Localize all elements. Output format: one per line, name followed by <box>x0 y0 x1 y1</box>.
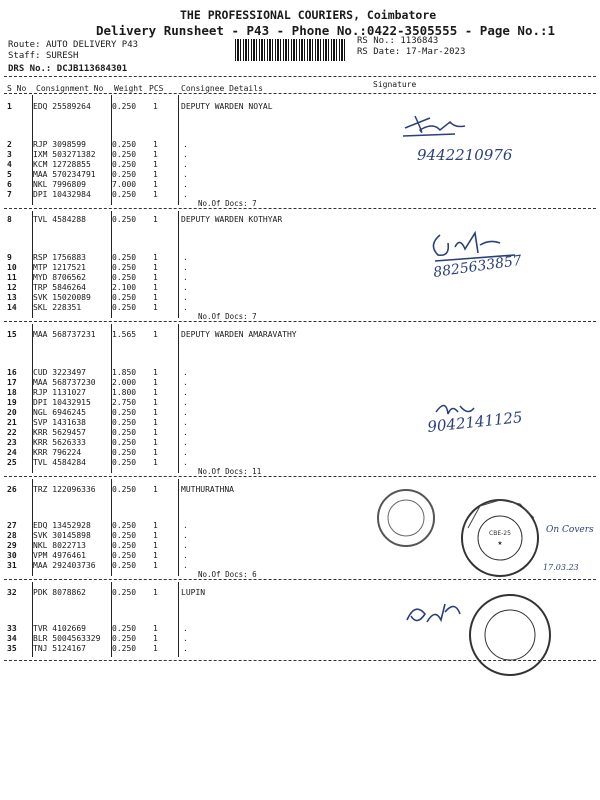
row-dot: . <box>183 140 188 149</box>
row-dot: . <box>183 293 188 302</box>
staff-line: Staff: SURESH <box>8 51 79 61</box>
row-pcs: 1 <box>153 273 158 282</box>
row-pcs: 1 <box>153 448 158 457</box>
column-rule <box>111 211 112 318</box>
row-consignment-no: DPI 10432984 <box>33 190 91 199</box>
row-sno: 33 <box>7 624 17 633</box>
row-consignment-no: NKL 8022713 <box>33 541 86 550</box>
staff-value: SURESH <box>45 51 79 61</box>
row-pcs: 1 <box>153 150 158 159</box>
column-rule <box>32 582 33 657</box>
row-weight: 2.100 <box>112 283 137 292</box>
row-sno: 35 <box>7 644 17 653</box>
row-sno: 25 <box>7 458 17 467</box>
row-pcs: 1 <box>153 531 158 540</box>
col-sno: S No <box>7 84 27 93</box>
row-pcs: 1 <box>153 551 158 560</box>
row-pcs: 1 <box>153 215 158 224</box>
row-consignment-no: TRZ 122096336 <box>33 485 96 494</box>
row-weight: 0.250 <box>112 215 137 224</box>
rs-no-line: RS No.: 1136843 <box>357 36 439 46</box>
stamp-muthurathna <box>368 488 594 598</box>
row-weight: 0.250 <box>112 644 137 653</box>
row-dot: . <box>183 521 188 530</box>
row-sno: 27 <box>7 521 17 530</box>
row-consignment-no: VPM 4976461 <box>33 551 86 560</box>
row-weight: 0.250 <box>112 150 137 159</box>
row-dot: . <box>183 561 188 570</box>
column-rule <box>178 211 179 318</box>
consignee-name: DEPUTY WARDEN AMARAVATHY <box>181 330 297 339</box>
row-dot: . <box>183 273 188 282</box>
row-dot: . <box>183 378 188 387</box>
col-consignment: Consignment No <box>36 84 104 93</box>
row-pcs: 1 <box>153 561 158 570</box>
row-dot: . <box>183 180 188 189</box>
handwritten-note: On Covers <box>546 525 594 535</box>
row-consignment-no: MAA 292403736 <box>33 561 96 570</box>
row-consignment-no: MTP 1217521 <box>33 263 86 272</box>
row-sno: 11 <box>7 273 17 282</box>
row-pcs: 1 <box>153 160 158 169</box>
drs-line: DRS No.: DCJB113684301 <box>8 64 128 74</box>
row-sno: 23 <box>7 438 17 447</box>
row-weight: 0.250 <box>112 624 137 633</box>
svg-text:CBE-25: CBE-25 <box>489 530 511 537</box>
row-weight: 0.250 <box>112 140 137 149</box>
row-pcs: 1 <box>153 180 158 189</box>
row-pcs: 1 <box>153 485 158 494</box>
column-rule <box>178 324 179 473</box>
row-pcs: 1 <box>153 283 158 292</box>
signature-1-number: 9442210976 <box>417 146 513 164</box>
row-sno: 3 <box>7 150 12 159</box>
column-rule <box>32 479 33 576</box>
row-consignment-no: SVK 30145898 <box>33 531 91 540</box>
column-rule <box>111 582 112 657</box>
row-consignment-no: CUD 3223497 <box>33 368 86 377</box>
row-consignment-no: NKL 7996809 <box>33 180 86 189</box>
row-sno: 28 <box>7 531 17 540</box>
route-line: Route: AUTO DELIVERY P43 <box>8 40 139 50</box>
row-pcs: 1 <box>153 253 158 262</box>
row-sno: 13 <box>7 293 17 302</box>
row-pcs: 1 <box>153 263 158 272</box>
row-consignment-no: TRP 5846264 <box>33 283 86 292</box>
rs-date-line: RS Date: 17-Mar-2023 <box>357 47 466 57</box>
row-dot: . <box>183 624 188 633</box>
row-dot: . <box>183 428 188 437</box>
column-rule <box>111 95 112 205</box>
row-weight: 0.250 <box>112 448 137 457</box>
row-pcs: 1 <box>153 398 158 407</box>
row-weight: 2.750 <box>112 398 137 407</box>
row-sno: 4 <box>7 160 12 169</box>
col-signature: Signature <box>373 80 417 89</box>
row-consignment-no: NGL 6946245 <box>33 408 86 417</box>
row-sno: 26 <box>7 485 17 494</box>
row-sno: 24 <box>7 448 17 457</box>
row-dot: . <box>183 438 188 447</box>
row-consignment-no: MYD 8706562 <box>33 273 86 282</box>
row-consignment-no: KCM 12728855 <box>33 160 91 169</box>
row-weight: 0.250 <box>112 293 137 302</box>
row-sno: 31 <box>7 561 17 570</box>
row-pcs: 1 <box>153 541 158 550</box>
column-rule <box>32 324 33 473</box>
row-dot: . <box>183 448 188 457</box>
row-pcs: 1 <box>153 644 158 653</box>
row-dot: . <box>183 644 188 653</box>
consignee-name: LUPIN <box>181 588 206 597</box>
row-consignment-no: BLR 5004563329 <box>33 634 101 643</box>
signature-3-number: 9042141125 <box>426 408 524 436</box>
row-dot: . <box>183 160 188 169</box>
row-weight: 0.250 <box>112 170 137 179</box>
docs-count: No.Of Docs: 6 <box>198 570 257 579</box>
row-dot: . <box>183 283 188 292</box>
column-rule <box>111 479 112 576</box>
row-pcs: 1 <box>153 293 158 302</box>
row-weight: 0.250 <box>112 190 137 199</box>
row-dot: . <box>183 634 188 643</box>
row-dot: . <box>183 531 188 540</box>
row-sno: 14 <box>7 303 17 312</box>
row-consignment-no: EDQ 25589264 <box>33 102 91 111</box>
consignee-name: MUTHURATHNA <box>181 485 234 494</box>
row-weight: 0.250 <box>112 458 137 467</box>
row-weight: 0.250 <box>112 521 137 530</box>
signature-2 <box>420 225 570 285</box>
row-pcs: 1 <box>153 624 158 633</box>
row-consignment-no: MAA 568737231 <box>33 330 96 339</box>
row-dot: . <box>183 541 188 550</box>
row-dot: . <box>183 253 188 262</box>
row-sno: 34 <box>7 634 17 643</box>
row-sno: 20 <box>7 408 17 417</box>
row-consignment-no: PDK 8078862 <box>33 588 86 597</box>
row-weight: 0.250 <box>112 438 137 447</box>
row-weight: 1.800 <box>112 388 137 397</box>
row-dot: . <box>183 388 188 397</box>
row-weight: 0.250 <box>112 428 137 437</box>
row-weight: 0.250 <box>112 408 137 417</box>
row-weight: 1.565 <box>112 330 137 339</box>
row-weight: 2.000 <box>112 378 137 387</box>
row-weight: 0.250 <box>112 485 137 494</box>
row-consignment-no: IXM 503271382 <box>33 150 96 159</box>
row-weight: 7.000 <box>112 180 137 189</box>
row-weight: 0.250 <box>112 263 137 272</box>
row-sno: 17 <box>7 378 17 387</box>
divider <box>4 208 596 209</box>
row-weight: 0.250 <box>112 160 137 169</box>
row-pcs: 1 <box>153 190 158 199</box>
runsheet-title: Delivery Runsheet - P43 - Phone No.:0422-3505555 - Page No.:1 <box>96 23 556 38</box>
row-sno: 12 <box>7 283 17 292</box>
row-sno: 7 <box>7 190 12 199</box>
divider <box>4 476 596 477</box>
row-sno: 30 <box>7 551 17 560</box>
row-pcs: 1 <box>153 458 158 467</box>
row-consignment-no: SVP 1431638 <box>33 418 86 427</box>
row-consignment-no: DPI 10432915 <box>33 398 91 407</box>
column-rule <box>178 582 179 657</box>
row-consignment-no: RJP 1131027 <box>33 388 86 397</box>
divider <box>4 321 596 322</box>
row-weight: 0.250 <box>112 588 137 597</box>
signature-1 <box>395 108 535 168</box>
row-sno: 9 <box>7 253 12 262</box>
row-pcs: 1 <box>153 634 158 643</box>
row-consignment-no: SKL 228351 <box>33 303 82 312</box>
row-pcs: 1 <box>153 330 158 339</box>
row-consignment-no: EDQ 13452928 <box>33 521 91 530</box>
column-rule <box>178 95 179 205</box>
row-pcs: 1 <box>153 140 158 149</box>
row-consignment-no: RJP 3098599 <box>33 140 86 149</box>
row-weight: 0.250 <box>112 541 137 550</box>
row-pcs: 1 <box>153 408 158 417</box>
svg-text:★: ★ <box>497 540 503 547</box>
row-pcs: 1 <box>153 102 158 111</box>
col-consignee-details: Consignee Details <box>181 84 263 93</box>
row-sno: 29 <box>7 541 17 550</box>
column-rule <box>32 211 33 318</box>
row-pcs: 1 <box>153 170 158 179</box>
row-pcs: 1 <box>153 303 158 312</box>
signature-and-stamp-lupin <box>405 590 555 680</box>
row-pcs: 1 <box>153 368 158 377</box>
route-value: AUTO DELIVERY P43 <box>45 40 139 50</box>
row-consignment-no: RSP 1756883 <box>33 253 86 262</box>
row-sno: 21 <box>7 418 17 427</box>
row-dot: . <box>183 551 188 560</box>
row-weight: 0.250 <box>112 634 137 643</box>
row-weight: 0.250 <box>112 102 137 111</box>
row-consignment-no: MAA 568737230 <box>33 378 96 387</box>
row-consignment-no: KRR 796224 <box>33 448 82 457</box>
row-sno: 1 <box>7 102 12 111</box>
row-weight: 0.250 <box>112 273 137 282</box>
docs-count: No.Of Docs: 11 <box>198 467 262 476</box>
row-pcs: 1 <box>153 388 158 397</box>
row-sno: 19 <box>7 398 17 407</box>
handwritten-date: 17.03.23 <box>543 563 579 572</box>
row-sno: 10 <box>7 263 17 272</box>
row-pcs: 1 <box>153 428 158 437</box>
col-weight: Weight <box>114 84 143 93</box>
column-rule <box>178 479 179 576</box>
column-rule <box>111 324 112 473</box>
column-rule <box>32 95 33 205</box>
row-sno: 6 <box>7 180 12 189</box>
row-consignment-no: KRR 5626333 <box>33 438 86 447</box>
docs-count: No.Of Docs: 7 <box>198 199 257 208</box>
row-consignment-no: TVR 4102669 <box>33 624 86 633</box>
row-dot: . <box>183 398 188 407</box>
row-dot: . <box>183 190 188 199</box>
row-pcs: 1 <box>153 438 158 447</box>
row-pcs: 1 <box>153 588 158 597</box>
row-dot: . <box>183 303 188 312</box>
consignee-name: DEPUTY WARDEN NOYAL <box>181 102 273 111</box>
row-sno: 32 <box>7 588 17 597</box>
drs-value: DCJB113684301 <box>56 64 128 74</box>
barcode <box>235 39 345 61</box>
divider <box>4 76 596 77</box>
row-sno: 18 <box>7 388 17 397</box>
row-dot: . <box>183 408 188 417</box>
row-consignment-no: MAA 570234791 <box>33 170 96 179</box>
signature-2-number: 8825633857 <box>432 252 523 281</box>
row-weight: 0.250 <box>112 253 137 262</box>
row-dot: . <box>183 368 188 377</box>
row-dot: . <box>183 458 188 467</box>
row-consignment-no: TNJ 5124167 <box>33 644 86 653</box>
row-weight: 1.850 <box>112 368 137 377</box>
company-name: THE PROFESSIONAL COURIERS, Coimbatore <box>180 8 437 22</box>
row-consignment-no: KRR 5629457 <box>33 428 86 437</box>
docs-count: No.Of Docs: 7 <box>198 312 257 321</box>
row-sno: 16 <box>7 368 17 377</box>
row-weight: 0.250 <box>112 418 137 427</box>
row-sno: 8 <box>7 215 12 224</box>
signature-3 <box>428 392 568 442</box>
row-pcs: 1 <box>153 418 158 427</box>
row-sno: 5 <box>7 170 12 179</box>
col-pcs: PCS <box>149 84 164 93</box>
row-weight: 0.250 <box>112 531 137 540</box>
divider <box>4 93 596 94</box>
row-consignment-no: SVK 15020089 <box>33 293 91 302</box>
row-consignment-no: TVL 4584284 <box>33 458 86 467</box>
row-dot: . <box>183 170 188 179</box>
row-dot: . <box>183 418 188 427</box>
row-pcs: 1 <box>153 521 158 530</box>
row-weight: 0.250 <box>112 303 137 312</box>
row-sno: 22 <box>7 428 17 437</box>
row-pcs: 1 <box>153 378 158 387</box>
row-dot: . <box>183 263 188 272</box>
row-weight: 0.250 <box>112 551 137 560</box>
row-dot: . <box>183 150 188 159</box>
row-consignment-no: TVL 4584288 <box>33 215 86 224</box>
row-sno: 15 <box>7 330 17 339</box>
consignee-name: DEPUTY WARDEN KOTHYAR <box>181 215 283 224</box>
row-weight: 0.250 <box>112 561 137 570</box>
row-sno: 2 <box>7 140 12 149</box>
